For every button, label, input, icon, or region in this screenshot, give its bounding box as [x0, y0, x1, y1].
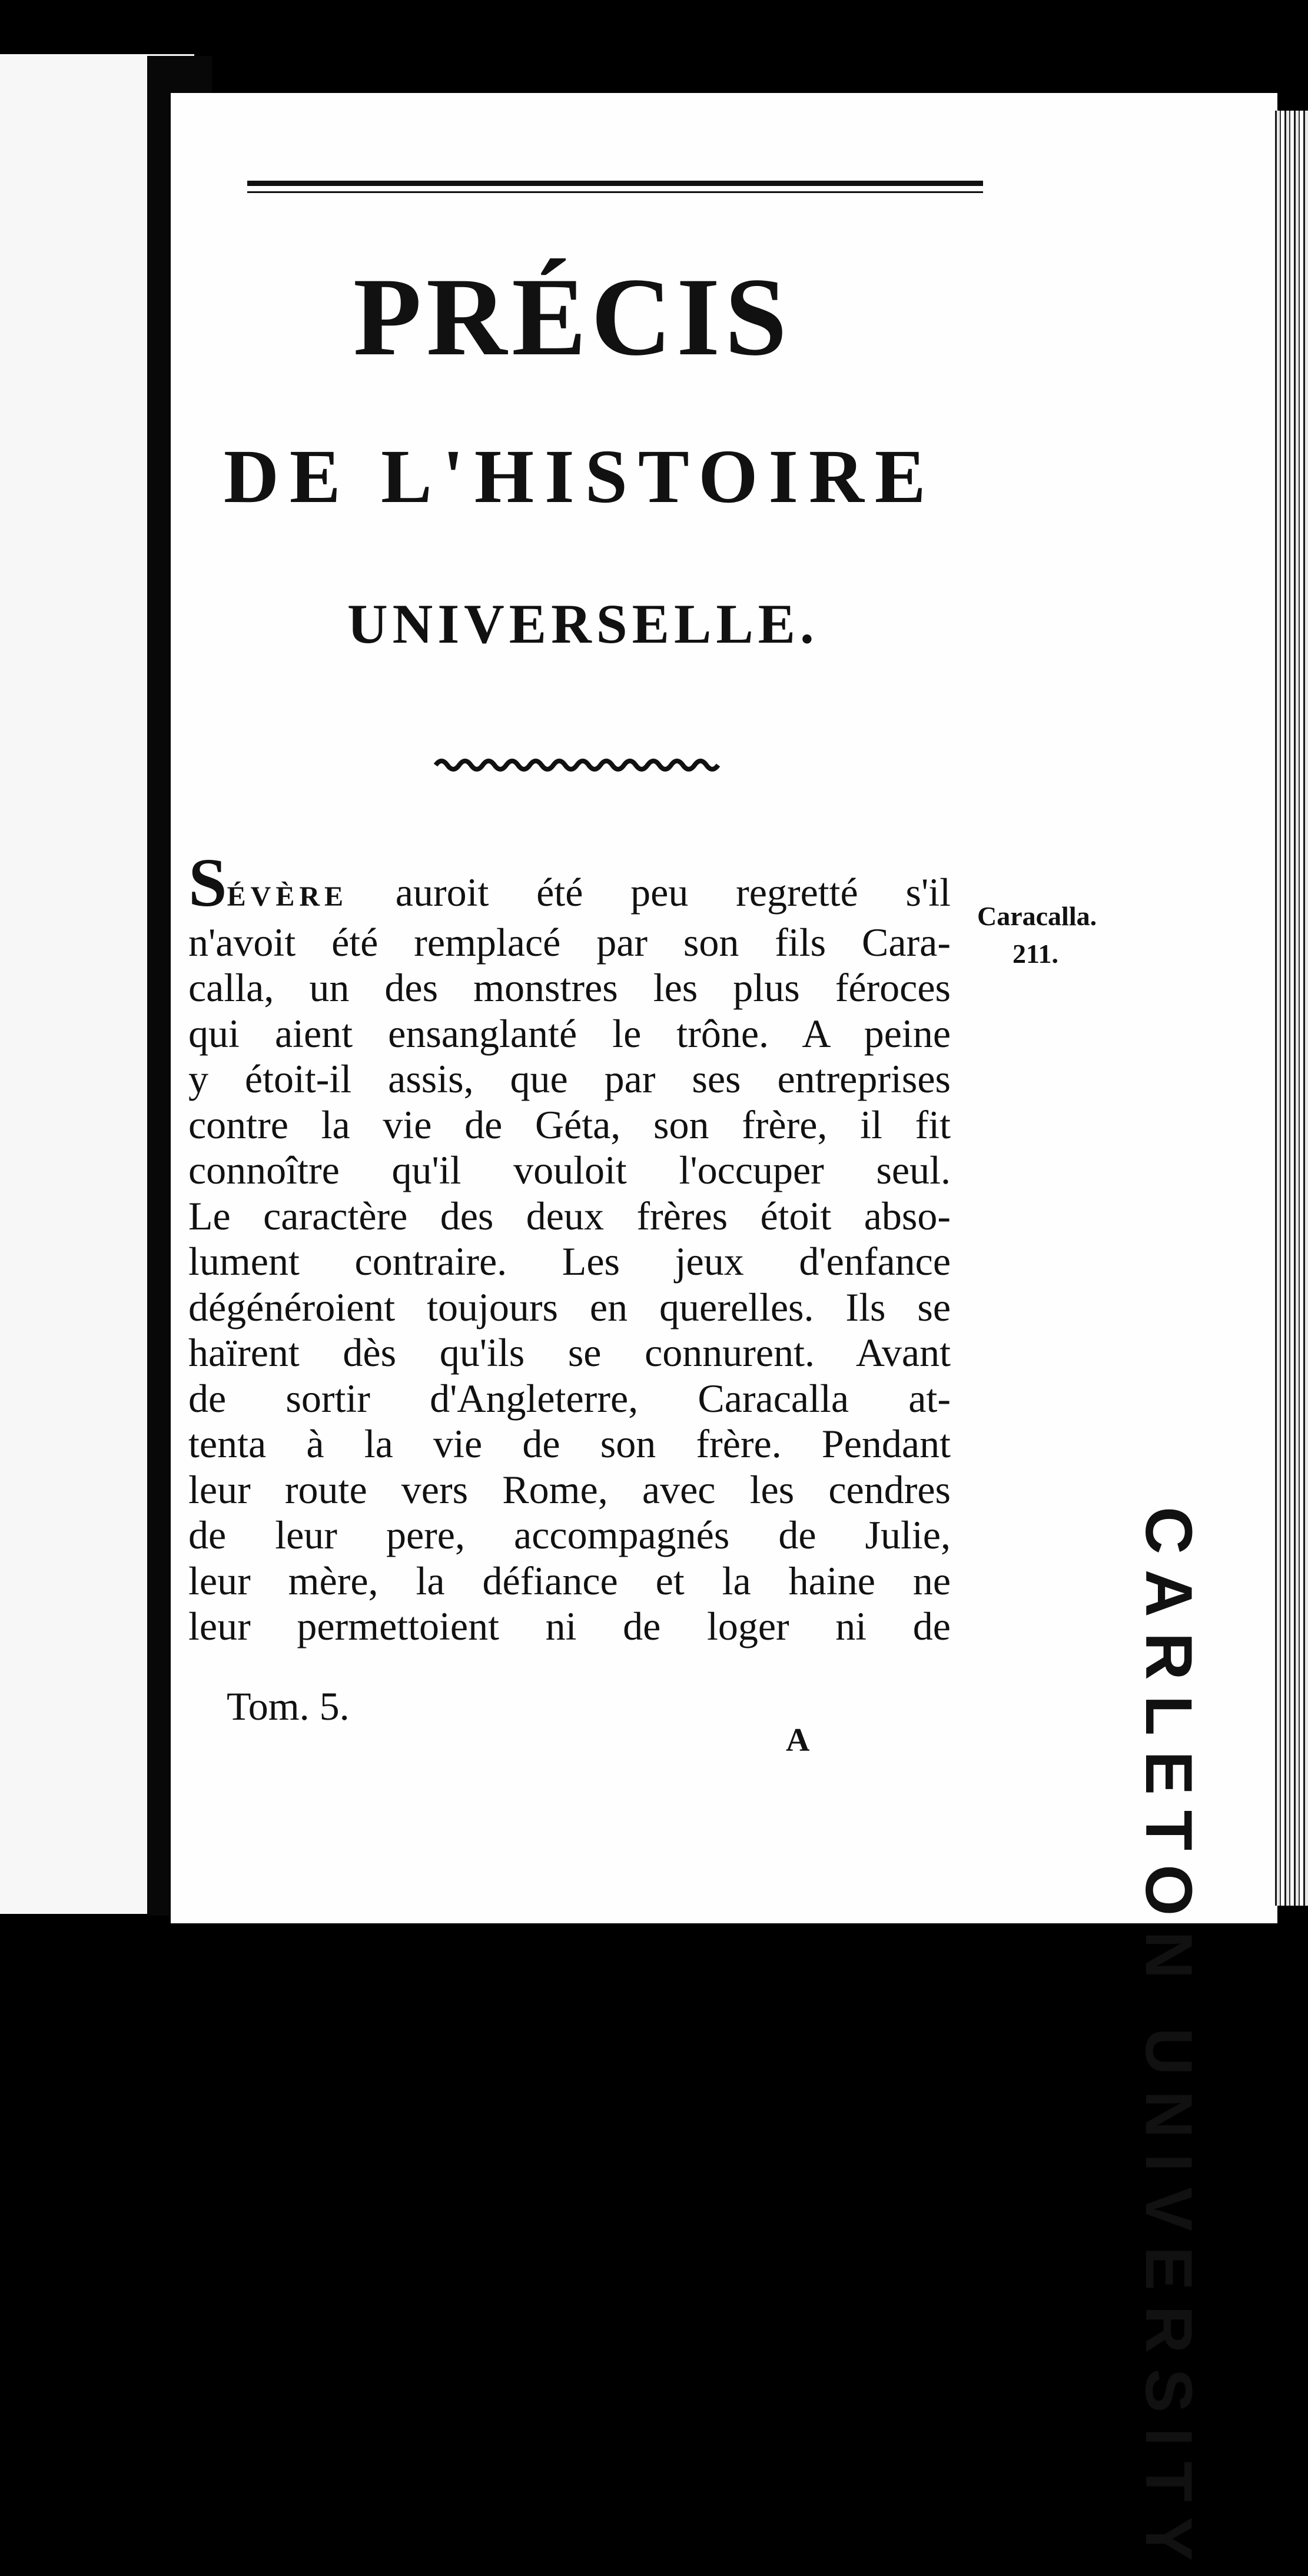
- body-line-6: contre la vie de Géta, son frère, il fit: [188, 1102, 951, 1147]
- body-line-13: tenta à la vie de son frère. Pendant: [188, 1421, 951, 1466]
- body-line-10: dégénéroient toujours en querelles. Ils se: [188, 1284, 951, 1329]
- margin-note-year: 211.: [1012, 939, 1058, 969]
- body-paragraph: [188, 844, 951, 1650]
- opening-word-smallcaps: ÉVÈRE: [227, 881, 348, 912]
- body-line-2: n'avoit été remplacé par son fils Cara-: [188, 919, 951, 965]
- body-line-16: leur mère, la défiance et la haine ne: [188, 1558, 951, 1603]
- body-line-5: y étoit-il assis, que par ses entreprises: [188, 1056, 951, 1101]
- body-line-15: de leur pere, accompagnés de Julie,: [188, 1513, 951, 1557]
- header-rule-thin: [247, 191, 983, 193]
- ornamental-rule: [436, 753, 724, 773]
- body-line-7: connoître qu'il vouloit l'occuper seul.: [188, 1148, 951, 1192]
- body-line-11: haïrent dès qu'ils se connurent. Avant: [188, 1330, 951, 1375]
- body-line-14: leur route vers Rome, avec les cendres: [188, 1467, 951, 1512]
- body-line-12: de sortir d'Angleterre, Caracalla at-: [188, 1375, 951, 1421]
- body-line-17: leur permettoient ni de loger ni de: [188, 1604, 951, 1648]
- margin-note-name: Caracalla.: [977, 901, 1097, 931]
- body-line-4: qui aient ensanglanté le trône. A peine: [188, 1011, 951, 1056]
- page-edges: [1272, 111, 1308, 1906]
- library-spine-stamp: CARLETON UNIVERSITY: [1132, 1507, 1206, 2576]
- body-line-1: [188, 844, 951, 921]
- header-rule-thick: [247, 181, 983, 186]
- body-line-3: calla, un des monstres les plus féroces: [188, 965, 951, 1010]
- signature-mark: A: [786, 1722, 810, 1759]
- tome-label: Tom. 5.: [227, 1684, 350, 1729]
- page-subtitle-2: UNIVERSELLE.: [347, 593, 819, 655]
- page-subtitle: DE L'HISTOIRE: [224, 434, 937, 519]
- page-title: PRÉCIS: [353, 255, 792, 379]
- body-line-8: Le caractère des deux frères étoit abso-: [188, 1193, 951, 1238]
- drop-cap: S: [188, 844, 227, 921]
- body-line-9: lument contraire. Les jeux d'enfance: [188, 1239, 951, 1284]
- body-line-1-text: ÉVÈRE auroit été peu regretté s'il: [227, 870, 951, 915]
